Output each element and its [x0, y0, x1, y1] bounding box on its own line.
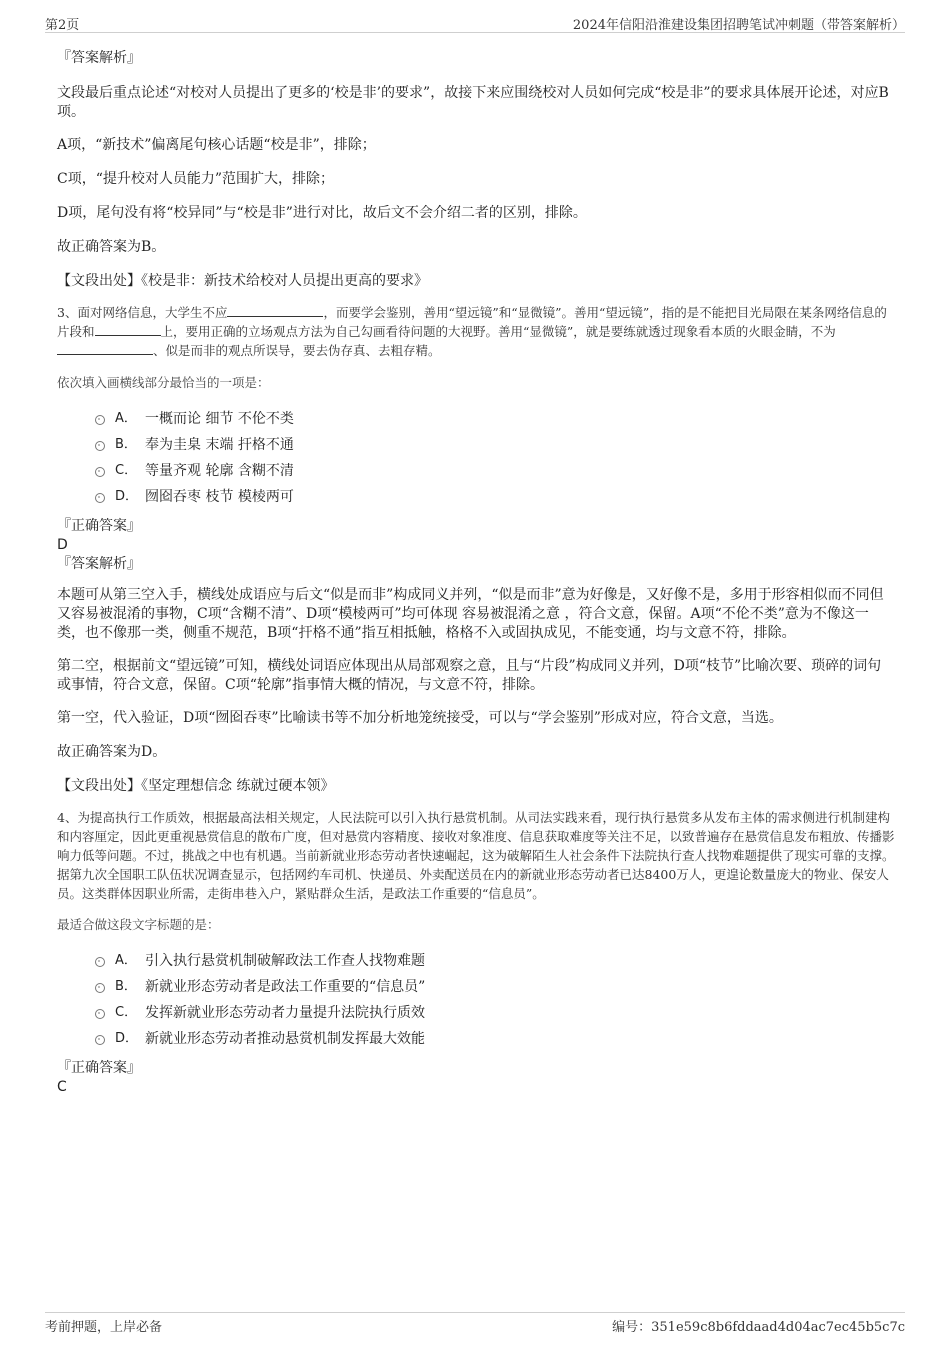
question-3-text: 3、面对网络信息，大学生不应 ，而要学会鉴别，善用“望远镜”和“显微镜”。善用“望远镜”，指的是不能把目光局限在某条网络信息的片段和 上，要用正确的立场观点方法为自己勾画看待问题的大视野。善用“显微镜”，就是要练就透过现象看本质的火眼金睛，不为、似是而非的观点所误导，要去伪存真、去粗存精。 — [57, 305, 887, 358]
radio-icon[interactable] — [95, 467, 105, 477]
option-d[interactable]: D． 囫囵吞枣 枝节 模棱两可 — [95, 484, 895, 510]
correct-answer: D — [57, 537, 68, 553]
page-number: 第2页 — [45, 18, 80, 33]
page-header — [45, 12, 905, 33]
source-citation: 【文段出处】《坚定理想信念 练就过硬本领》 — [57, 778, 335, 794]
analysis-paragraph: 本题可从第三空入手，横线处成语应与后文“似是而非”构成同义并列，“似是而非”意为好像是，又好像不是，多用于形容相似而不同但又容易被混淆的事物，C项“含糊不清”、D项“模棱两可”均可体现 容易被混淆之意 ，符合文意，保留。A项“不伦不类”意为不像这一类，也不像那一类，侧重不规范，B项“扞格不通”指互相抵触，格格不入或固执成见，不能变通，均与文意不符，排除。 — [57, 587, 884, 641]
radio-icon[interactable] — [95, 415, 105, 425]
radio-icon[interactable] — [95, 493, 105, 503]
analysis-paragraph: D项，尾句没有将“校异同”与“校是非”进行对比，故后文不会介绍二者的区别，排除。 — [57, 205, 587, 221]
analysis-paragraph: C项，“提升校对人员能力”范围扩大，排除； — [57, 171, 335, 187]
document-title: 2024年信阳沿淮建设集团招聘笔试冲刺题（带答案解析） — [572, 18, 905, 33]
option-c[interactable]: C． 等量齐观 轮廓 含糊不清 — [95, 458, 895, 484]
document-id: 编号：351e59c8b6fddaad4d04ac7ec45b5c7c — [612, 1320, 905, 1335]
analysis-label: 『答案解析』 — [57, 556, 141, 572]
analysis-paragraph: 第二空，根据前文“望远镜”可知，横线处词语应体现出从局部观察之意，且与“片段”构成同义并列，D项“枝节”比喻次要、琐碎的词句或事情，符合文意，保留。C项“轮廓”指事情大概的情况，与文意不符，排除。 — [57, 658, 882, 693]
source-citation: 【文段出处】《校是非：新技术给校对人员提出更高的要求》 — [57, 273, 428, 289]
question-prompt: 最适合做这段文字标题的是： — [57, 917, 220, 932]
option-d[interactable]: D． 新就业形态劳动者推动悬赏机制发挥最大效能 — [95, 1026, 895, 1052]
analysis-paragraph: A项，“新技术”偏离尾句核心话题“校是非”，排除； — [57, 137, 376, 153]
page-content — [57, 44, 895, 1096]
analysis-paragraph: 文段最后重点论述“对校对人员提出了更多的‘校是非’的要求”，故接下来应围绕校对人员如何完成“校是非”的要求具体展开论述，对应B项。 — [57, 85, 889, 120]
footer-slogan: 考前押题，上岸必备 — [45, 1320, 163, 1335]
question-3-options — [95, 406, 895, 510]
radio-icon[interactable] — [95, 957, 105, 967]
option-c[interactable]: C． 发挥新就业形态劳动者力量提升法院执行质效 — [95, 1000, 895, 1026]
fill-blank-3 — [57, 342, 153, 355]
radio-icon[interactable] — [95, 441, 105, 451]
radio-icon[interactable] — [95, 983, 105, 993]
option-b[interactable]: B． 奉为圭臬 末端 扞格不通 — [95, 432, 895, 458]
analysis-paragraph: 故正确答案为D。 — [57, 744, 167, 760]
correct-answer-label: 『正确答案』 — [57, 518, 141, 534]
question-4-options — [95, 948, 895, 1052]
option-a[interactable]: A． 一概而论 细节 不伦不类 — [95, 406, 895, 432]
analysis-paragraph: 故正确答案为B。 — [57, 239, 166, 255]
correct-answer: C — [57, 1079, 67, 1095]
page-footer — [45, 1312, 905, 1335]
fill-blank-1 — [227, 304, 323, 317]
correct-answer-label: 『正确答案』 — [57, 1060, 141, 1076]
analysis-label: 『答案解析』 — [57, 50, 141, 66]
fill-blank-2 — [95, 323, 161, 336]
radio-icon[interactable] — [95, 1009, 105, 1019]
radio-icon[interactable] — [95, 1035, 105, 1045]
option-a[interactable]: A． 引入执行悬赏机制破解政法工作查人找物难题 — [95, 948, 895, 974]
question-prompt: 依次填入画横线部分最恰当的一项是： — [57, 375, 270, 390]
analysis-paragraph: 第一空，代入验证，D项“囫囵吞枣”比喻读书等不加分析地笼统接受，可以与“学会鉴别”形成对应，符合文意，当选。 — [57, 710, 783, 726]
option-b[interactable]: B． 新就业形态劳动者是政法工作重要的“信息员” — [95, 974, 895, 1000]
question-4-text: 4、为提高执行工作质效，根据最高法相关规定，人民法院可以引入执行悬赏机制。从司法实践来看，现行执行悬赏多从发布主体的需求侧进行机制建构和内容厘定，因此更重视悬赏信息的散布广度，但对悬赏内容精度、接收对象准度、信息获取难度等关注不足，以致普遍存在悬赏信息发布粗放、传播影响力低等问题。不过，挑战之中也有机遇。当前新就业形态劳动者快速崛起，这为破解陌生人社会条件下法院执行查人找物难题提供了现实可靠的支撑。据第九次全国职工队伍状况调查显示，包括网约车司机、快递员、外卖配送员在内的新就业形态劳动者已达8400万人，更遑论数量庞大的物业、保安人员。这类群体因职业所需，走街串巷入户，紧贴群众生活，是政法工作重要的“信息员”。 — [57, 810, 895, 901]
